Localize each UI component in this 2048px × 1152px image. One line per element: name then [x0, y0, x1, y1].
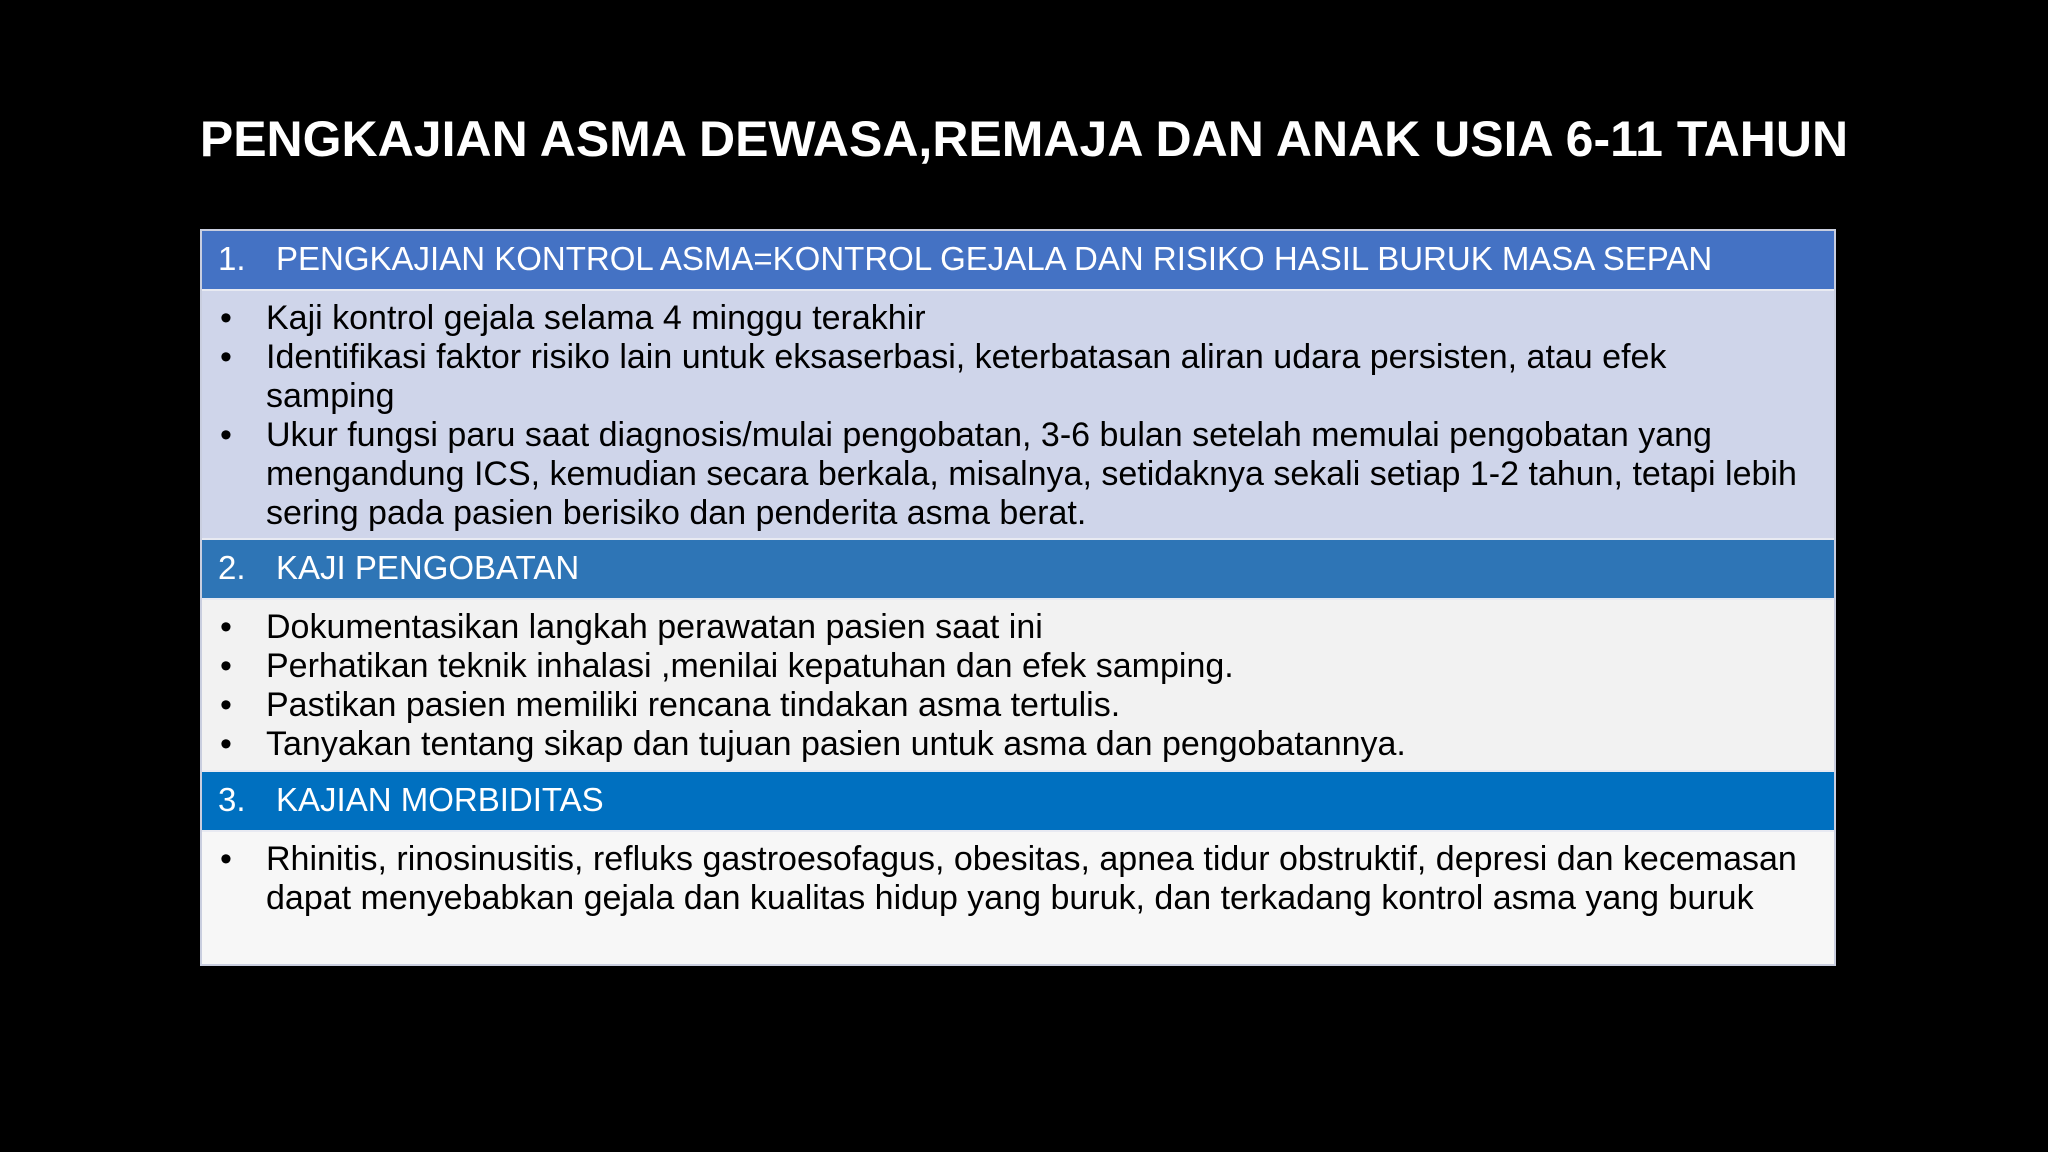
section-header-kontrol-asma	[202, 231, 1834, 291]
slide-title: PENGKAJIAN ASMA DEWASA,REMAJA DAN ANAK USIA 6-11 TAHUN	[199, 111, 1849, 167]
bullet-list	[216, 299, 1804, 533]
list-item-text: Perhatikan teknik inhalasi ,menilai kepatuhan dan efek samping.	[266, 647, 1234, 685]
list-item	[216, 840, 1804, 918]
list-item	[216, 608, 1804, 647]
section-body-kaji-pengobatan	[202, 600, 1834, 772]
bullet-icon: •	[220, 686, 232, 724]
bullet-icon: •	[220, 725, 232, 763]
list-item-text: Dokumentasikan langkah perawatan pasien saat ini	[266, 608, 1043, 646]
section-heading: KAJIAN MORBIDITAS	[276, 781, 604, 818]
bullet-icon: •	[220, 416, 232, 454]
section-header-kajian-morbiditas	[202, 772, 1834, 832]
list-item-text: Identifikasi faktor risiko lain untuk eksaserbasi, keterbatasan aliran udara persisten, atau efek samping	[266, 338, 1667, 415]
section-number: 2.	[218, 549, 246, 586]
content-table	[200, 229, 1836, 966]
list-item	[216, 686, 1804, 725]
bullet-list	[216, 840, 1804, 918]
list-item-text: Ukur fungsi paru saat diagnosis/mulai pengobatan, 3-6 bulan setelah memulai pengobatan yang mengandung ICS, kemudian secara berkala, misalnya, setidaknya sekali setiap 1-2 tahun, tetapi lebih sering pada pasien berisiko dan penderita asma berat.	[266, 416, 1797, 532]
list-item-text: Rhinitis, rinosinusitis, refluks gastroesofagus, obesitas, apnea tidur obstruktif, depresi dan kecemasan dapat menyebabkan gejala dan kualitas hidup yang buruk, dan terkadang kontrol asma yang buruk	[266, 840, 1797, 917]
bullet-icon: •	[220, 299, 232, 337]
section-heading: KAJI PENGOBATAN	[276, 549, 580, 586]
section-heading: PENGKAJIAN KONTROL ASMA=KONTROL GEJALA DAN RISIKO HASIL BURUK MASA SEPAN	[276, 240, 1713, 277]
list-item	[216, 416, 1804, 533]
list-item	[216, 338, 1804, 416]
section-number: 1.	[218, 240, 246, 277]
list-item-text: Tanyakan tentang sikap dan tujuan pasien untuk asma dan pengobatannya.	[266, 725, 1406, 763]
section-body-kontrol-asma	[202, 291, 1834, 540]
bullet-icon: •	[220, 840, 232, 878]
section-header-kaji-pengobatan	[202, 540, 1834, 600]
bullet-icon: •	[220, 338, 232, 376]
list-item	[216, 299, 1804, 338]
bullet-list	[216, 608, 1804, 764]
list-item-text: Pastikan pasien memiliki rencana tindakan asma tertulis.	[266, 686, 1121, 724]
list-item	[216, 725, 1804, 764]
section-number: 3.	[218, 781, 246, 818]
list-item	[216, 647, 1804, 686]
bullet-icon: •	[220, 647, 232, 685]
bullet-icon: •	[220, 608, 232, 646]
list-item-text: Kaji kontrol gejala selama 4 minggu terakhir	[266, 299, 926, 337]
section-body-kajian-morbiditas	[202, 832, 1834, 964]
